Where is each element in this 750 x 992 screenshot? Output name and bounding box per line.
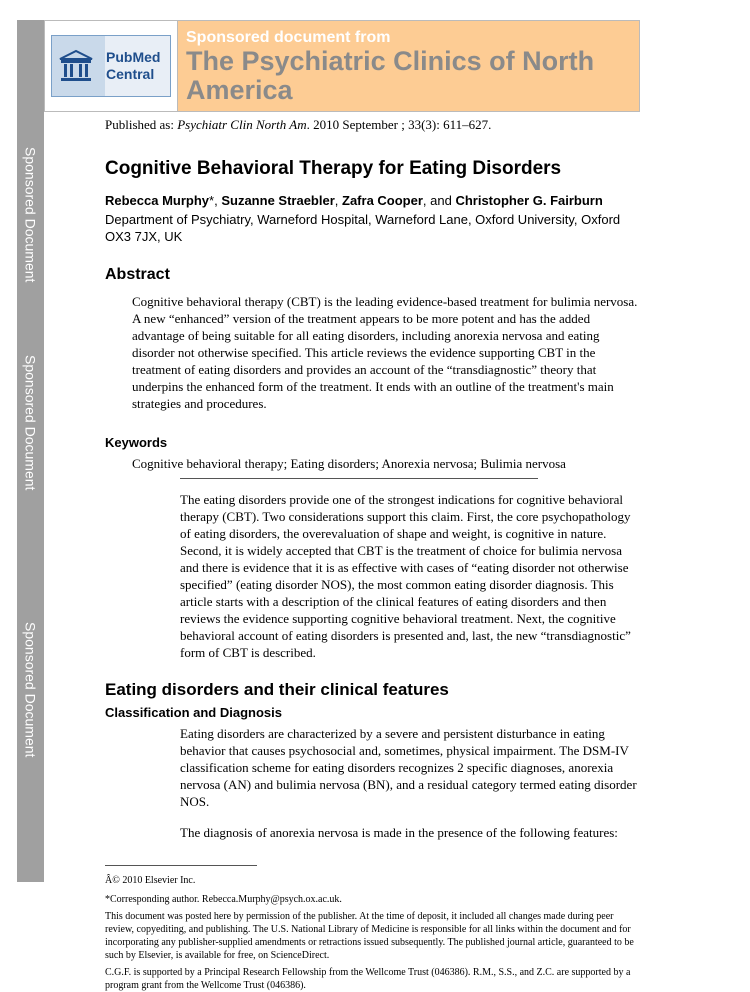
section-heading: Eating disorders and their clinical features <box>105 680 449 699</box>
logo-text: PubMed <box>106 49 161 65</box>
abstract-text: Cognitive behavioral therapy (CBT) is the leading evidence-based treatment for bulimia nervosa. A new “enhanced” version of the treatment appears to be more potent and has the added advantage of being suitable for all eating disorders, including anorexia nervosa and eating disorder not otherwise specified. This article reviews the evidence supporting CBT in the treatment of eating disorders and provides an account of the “transdiagnostic” theory that underpins the enhanced form of the treatment. It ends with an outline of the treatment's main strategies and procedures. <box>132 294 638 411</box>
keywords-text: Cognitive behavioral therapy; Eating disorders; Anorexia nervosa; Bulimia nervosa <box>132 456 566 471</box>
journal-banner <box>178 21 639 111</box>
pmc-building-icon <box>58 49 94 83</box>
permission-note: This document was posted here by permission of the publisher. At the time of deposit, it included all changes made during peer review, copyediting, and publishing. The U.S. National Library of Medicine is responsible for all links within the document and for incorporating any publisher-supplied amendments or retractions issued subsequently. The published journal article, guaranteed to be such by Elsevier, is available for free, on ScienceDirect. <box>105 911 634 961</box>
funding-note: C.G.F. is supported by a Principal Research Fellowship from the Wellcome Trust (046386). R.M., S.S., and Z.C. are supported by a program grant from the Wellcome Trust (046386). <box>105 967 631 991</box>
copyright: Â© 2010 Elsevier Inc. <box>105 875 196 886</box>
sidebar-label: Sponsored Document <box>22 622 39 758</box>
journal-name: The Psychiatric Clinics of North America <box>186 46 595 105</box>
sidebar-label: Sponsored Document <box>22 147 39 283</box>
intro-paragraph: The eating disorders provide one of the strongest indications for cognitive behavioral therapy (CBT). Two considerations support this claim. First, the core psychopathology of eating disorders, the overevaluation of shape and weight, is cognitive in nature. Second, it is widely accepted that CBT is the treatment of choice for bulimia nervosa and there is evidence that it is as effective with cases of “eating disorder not otherwise specified” (eating disorder NOS), the most common eating disorder diagnosis. This article starts with a description of the clinical features of eating disorders and then reviews the evidence supporting cognitive behavioral treatment. Next, the cognitive behavioral account of eating disorders is presented and, last, the new “transdiagnostic” form of CBT is described. <box>180 492 631 660</box>
sponsor-text: Sponsored document from <box>186 29 391 46</box>
keywords-heading: Keywords <box>105 435 168 450</box>
abstract-heading: Abstract <box>105 266 170 283</box>
article-title: Cognitive Behavioral Therapy for Eating Disorders <box>105 158 562 179</box>
divider <box>180 478 538 479</box>
footnote-divider <box>105 865 257 866</box>
pubmed-central-logo[interactable] <box>45 21 178 111</box>
paragraph: The diagnosis of anorexia nervosa is made in the presence of the following features: <box>180 825 618 840</box>
citation: Published as: Psychiatr Clin North Am. 2010 September ; 33(3): 611–627. <box>105 117 492 132</box>
logo-text: Central <box>106 66 155 82</box>
article-body <box>105 117 640 992</box>
sponsor-header <box>44 20 640 112</box>
subsection-heading: Classification and Diagnosis <box>105 705 282 720</box>
corresponding-author: *Corresponding author. Rebecca.Murphy@psych.ox.ac.uk. <box>105 894 342 905</box>
paragraph: Eating disorders are characterized by a severe and persistent disturbance in eating behavior that causes psychosocial and, sometimes, physical impairment. The DSM-IV classification scheme for eating disorders recognizes 2 specific diagnoses, anorexia nervosa (AN) and bulimia nervosa (BN), and a residual category termed eating disorder NOS. <box>180 726 637 809</box>
affiliation: Department of Psychiatry, Warneford Hospital, Warneford Lane, Oxford University, Oxford OX3 7JX, UK <box>105 212 621 244</box>
sidebar-label: Sponsored Document <box>22 355 39 491</box>
authors: Rebecca Murphy*, Suzanne Straebler, Zafra Cooper, and Christopher G. Fairburn <box>105 193 603 208</box>
